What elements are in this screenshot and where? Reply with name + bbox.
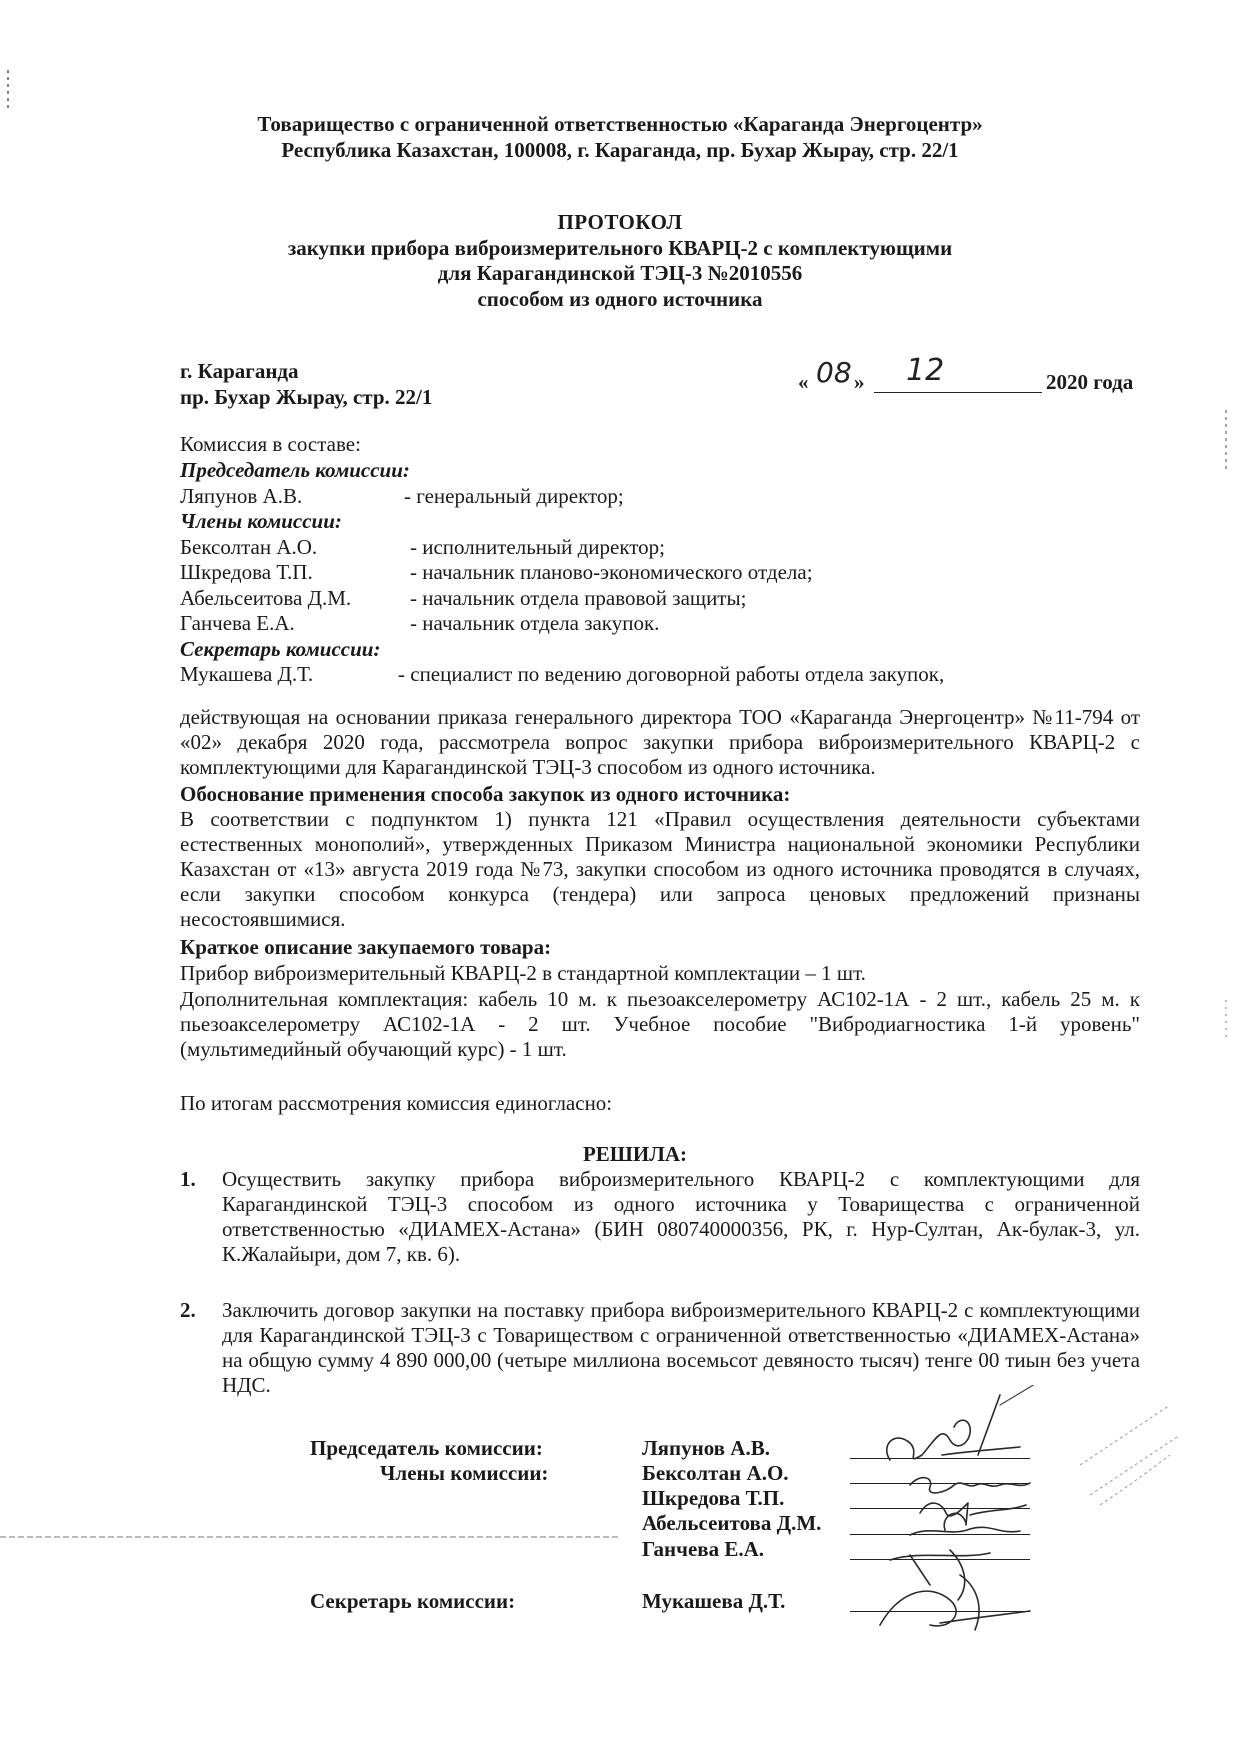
decision-item: Осуществить закупку прибора виброизмерительного КВАРЦ-2 с комплектующими для Карагандинской ТЭЦ-3 способом из одного источника у Товарищества с ограниченной ответственностью «ДИАМЕХ-Астана» (БИН 080740000356, РК, г. Нур-Султан, Ак-булак-3, ул. К.Жалайыри, дом 7, кв. 6).	[222, 1167, 1140, 1266]
date-month: 12	[906, 353, 945, 388]
document-title: ПРОТОКОЛ	[557, 210, 683, 234]
outcome-line: По итогам рассмотрения комиссия единогласно:	[180, 1091, 613, 1115]
decision-item: Заключить договор закупки на поставку прибора виброизмерительного КВАРЦ-2 с комплектующими для Карагандинской ТЭЦ-3 с Товариществом с ограниченной ответственностью «ДИАМЕХ-Астана» на общую сумму 4 890 000,00 (четыре миллиона восемьсот девяносто тысяч) тенге 00 тиын без учета НДС.	[222, 1298, 1140, 1397]
member-name: Бексолтан А.О.	[180, 535, 318, 559]
date-day: 08	[816, 356, 852, 389]
decision-item-number: 1.	[180, 1167, 196, 1191]
member-role: - начальник планово-экономического отдела;	[410, 560, 813, 584]
secretary-heading: Секретарь комиссии:	[180, 637, 381, 661]
member-role: - начальник отдела правовой защиты;	[410, 586, 747, 610]
decision-item-number: 2.	[180, 1298, 196, 1322]
chair-role: - генеральный директор;	[404, 484, 624, 508]
chair-name: Ляпунов А.В.	[180, 484, 303, 508]
justification-heading: Обоснование применения способа закупок из одного источника:	[180, 782, 791, 806]
signatory-name: Шкредова Т.П.	[642, 1486, 785, 1510]
signatory-name: Ганчева Е.А.	[642, 1537, 765, 1561]
chair-heading: Председатель комиссии:	[180, 458, 410, 482]
handwritten-signatures	[850, 1385, 1210, 1645]
sign-secretary-label: Секретарь комиссии:	[310, 1589, 516, 1613]
goods-heading: Краткое описание закупаемого товара:	[180, 935, 552, 959]
justification-text: В соответствии с подпунктом 1) пункта 121 «Правил осуществления деятельности субъектами естественных монополий», утвержденных Приказом Министра национальной экономики Республики Казахстан от «13» августа 2019 года №73, закупки способом из одного источника проводятся в случаях, если закупки способом конкурса (тендера) или запроса ценовых предложений признаны несостоявшимися.	[180, 807, 1140, 931]
signatory-name: Ляпунов А.В.	[642, 1436, 770, 1460]
subject-line-1: закупки прибора виброизмерительного КВАРЦ-2 с комплектующими	[287, 236, 953, 260]
signatory-name: Мукашева Д.Т.	[642, 1589, 786, 1613]
subject-line-2: для Карагандинской ТЭЦ-3 №2010556	[437, 261, 803, 285]
member-name: Абельсеитова Д.М.	[180, 586, 352, 610]
date-year: 2020 года	[1046, 370, 1134, 394]
date-month-line	[874, 392, 1042, 393]
commission-intro: Комиссия в составе:	[180, 432, 361, 456]
secretary-name: Мукашева Д.Т.	[180, 662, 314, 686]
sign-members-label: Члены комиссии:	[380, 1461, 549, 1485]
signatory-name: Бексолтан А.О.	[642, 1461, 789, 1485]
signature-member-3	[910, 1513, 1020, 1535]
secretary-role: - специалист по ведению договорной работы отдела закупок,	[398, 662, 945, 686]
signature-secretary	[880, 1575, 1030, 1630]
basis-paragraph: действующая на основании приказа генерального директора ТОО «Караганда Энергоцентр» №11-794 от «02» декабря 2020 года, рассмотрела вопрос закупки прибора виброизмерительного КВАРЦ-2 с комплектующими для Карагандинской ТЭЦ-3 способом из одного источника.	[180, 705, 1140, 779]
member-name: Шкредова Т.П.	[180, 560, 313, 584]
org-address: Республика Казахстан, 100008, г. Караганда, пр. Бухар Жырау, стр. 22/1	[281, 138, 959, 162]
signatory-name: Абельсеитова Д.М.	[642, 1511, 822, 1535]
sign-chair-label: Председатель комиссии:	[310, 1436, 543, 1460]
date-open-quote: «	[798, 370, 809, 394]
goods-line-1: Прибор виброизмерительный КВАРЦ-2 в стандартной комплектации – 1 шт.	[180, 961, 866, 985]
subject-line-3: способом из одного источника	[477, 287, 763, 311]
org-name: Товарищество с ограниченной ответственностью «Караганда Энергоцентр»	[257, 112, 983, 136]
city: г. Караганда	[180, 359, 299, 383]
faint-signature-mark	[1080, 1405, 1180, 1505]
decision-heading: РЕШИЛА:	[582, 1142, 688, 1166]
member-role: - начальник отдела закупок.	[410, 611, 660, 635]
date-close-quote: »	[854, 370, 865, 394]
member-name: Ганчева Е.А.	[180, 611, 295, 635]
members-heading: Члены комиссии:	[180, 509, 342, 533]
member-role: - исполнительный директор;	[410, 535, 666, 559]
date-block	[790, 353, 1140, 398]
signature-member-2	[920, 1503, 1026, 1525]
address: пр. Бухар Жырау, стр. 22/1	[180, 385, 433, 409]
signature-member-1	[910, 1478, 1030, 1493]
goods-line-2: Дополнительная комплектация: кабель 10 м. к пьезоакселерометру АС102-1А - 2 шт., кабель 25 м. к пьезоакселерометру АС102-1А - 2 шт. Учебное пособие "Вибродиагностика 1-й уровень" (мультимедийный обучающий курс) - 1 шт.	[180, 987, 1140, 1061]
